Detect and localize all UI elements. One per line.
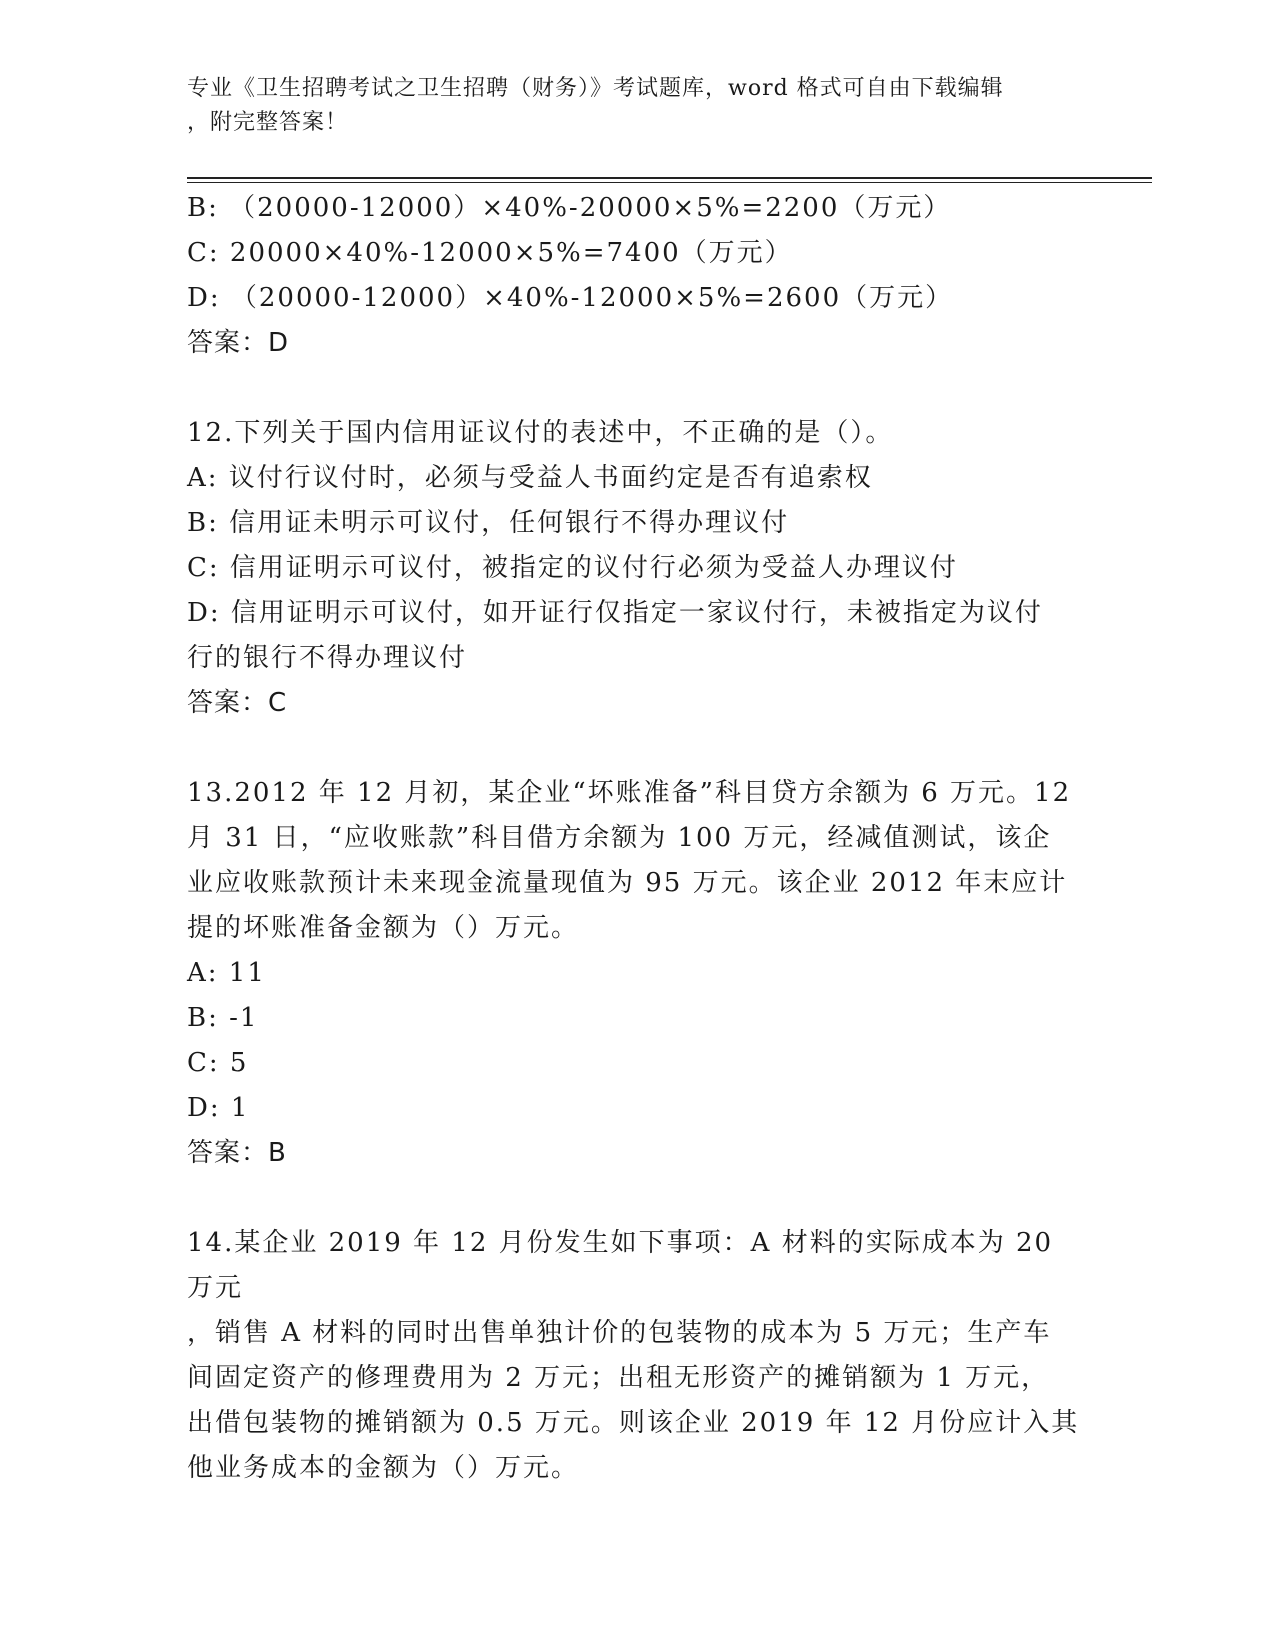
q12-answer: 答案：C [187,688,288,718]
question-11-tail [187,186,1087,366]
q12-stem: 12.下列关于国内信用证议付的表述中，不正确的是（）。 [187,418,894,448]
q14-stem-line-1: 14.某企业 2019 年 12 月份发生如下事项：A 材料的实际成本为 20 万元 [187,1228,1064,1303]
header-divider [187,177,1152,183]
q13-option-a: A: 11 [187,958,266,988]
q11-option-c: C: 20000×40%-12000×5%=7400（万元） [187,238,793,268]
q12-option-c: C: 信用证明示可议付，被指定的议付行必须为受益人办理议付 [187,553,958,583]
header-title-line-1: 专业《卫生招聘考试之卫生招聘（财务）》考试题库，word 格式可自由下载编辑 [187,76,1004,101]
question-content [187,186,1087,1491]
q12-option-d-line-2: 行的银行不得办理议付 [187,643,468,673]
question-13 [187,771,1087,1176]
question-14 [187,1221,1087,1491]
q11-answer: 答案：D [187,328,290,358]
q12-option-a: A: 议付行议付时，必须与受益人书面约定是否有追索权 [187,463,873,493]
q13-stem-line-3: 业应收账款预计未来现金流量现值为 95 万元。该企业 2012 年末应计 [187,868,1068,898]
q13-option-d: D: 1 [187,1093,250,1123]
q12-option-d-line-1: D: 信用证明示可议付，如开证行仅指定一家议付行，未被指定为议付 [187,598,1043,628]
page-header [187,72,1067,140]
q13-option-b: B: -1 [187,1003,259,1033]
q13-option-c: C: 5 [187,1048,249,1078]
q14-stem-line-3: 间固定资产的修理费用为 2 万元；出租无形资产的摊销额为 1 万元， [187,1363,1050,1393]
q14-stem-line-2: ，销售 A 材料的同时出售单独计价的包装物的成本为 5 万元；生产车 [187,1318,1052,1348]
q11-option-d: D: （20000-12000）×40%-12000×5%=2600（万元） [187,283,954,313]
q14-stem-line-4: 出借包装物的摊销额为 0.5 万元。则该企业 2019 年 12 月份应计入其 [187,1408,1080,1438]
spacer [187,726,1087,771]
q11-option-b: B: （20000-12000）×40%-20000×5%=2200（万元） [187,193,952,223]
q12-option-b: B: 信用证未明示可议付，任何银行不得办理议付 [187,508,790,538]
spacer [187,1176,1087,1221]
q13-stem-line-1: 13.2012 年 12 月初，某企业“坏账准备”科目贷方余额为 6 万元。12 [187,778,1072,808]
spacer [187,366,1087,411]
question-12 [187,411,1087,726]
q14-stem-line-5: 他业务成本的金额为（）万元。 [187,1453,580,1483]
q13-answer: 答案：B [187,1138,287,1168]
q13-stem-line-2: 月 31 日，“应收账款”科目借方余额为 100 万元，经减值测试，该企 [187,823,1052,853]
header-title-line-2: ，附完整答案！ [187,110,349,135]
q13-stem-line-4: 提的坏账准备金额为（）万元。 [187,913,580,943]
